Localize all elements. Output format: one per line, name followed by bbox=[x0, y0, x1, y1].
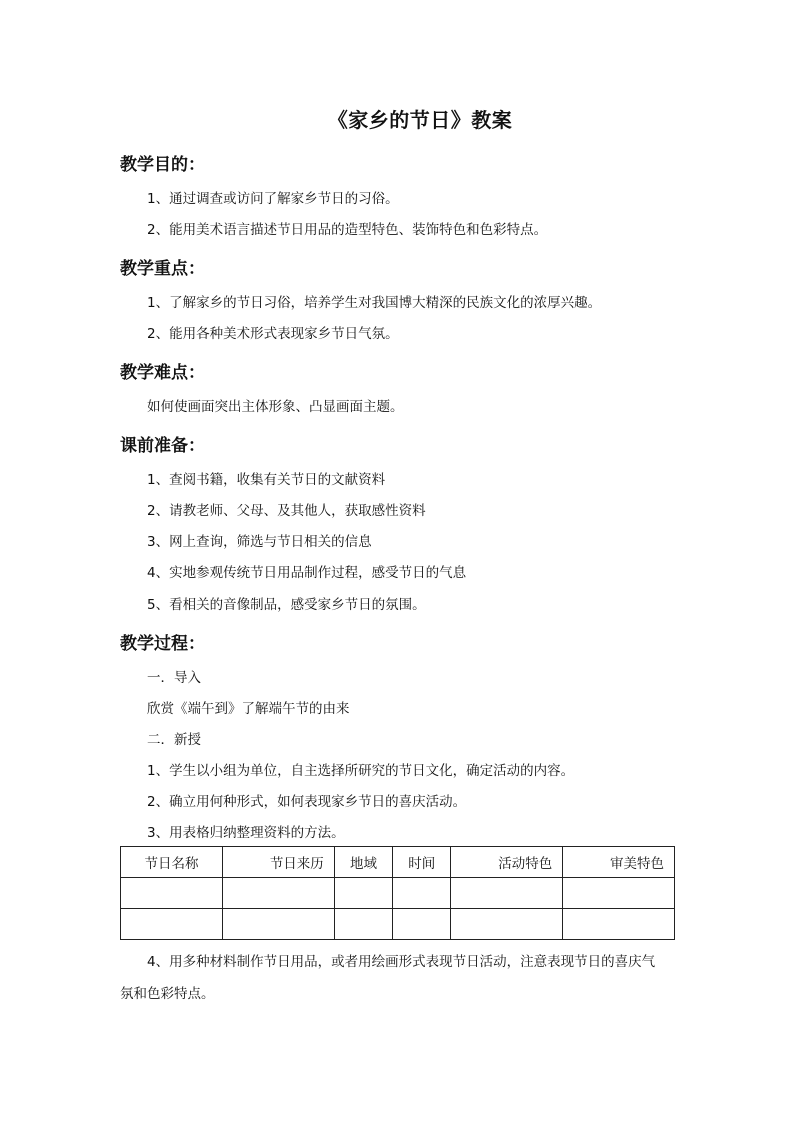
process-item-5: 2、确立用何种形式，如何表现家乡节日的喜庆活动。 bbox=[147, 794, 467, 810]
table-cell bbox=[451, 878, 563, 909]
preparation-item-5: 5、看相关的音像制品，感受家乡节日的氛围。 bbox=[147, 597, 426, 613]
process-item-4: 1、学生以小组为单位，自主选择所研究的节日文化，确定活动的内容。 bbox=[147, 763, 575, 779]
key-point-item-1: 1、了解家乡的节日习俗，培养学生对我国博大精深的民族文化的浓厚兴趣。 bbox=[147, 295, 602, 311]
heading-key-points: 教学重点： bbox=[120, 259, 205, 279]
process-item-2: 欣赏《端午到》了解端午节的由来 bbox=[147, 701, 350, 717]
process-item-3: 二．新授 bbox=[147, 732, 201, 748]
table-row bbox=[121, 878, 675, 909]
preparation-item-3: 3、网上查询，筛选与节日相关的信息 bbox=[147, 534, 372, 550]
table-header-aesthetic-features: 审美特色 bbox=[563, 847, 675, 878]
table-header-time: 时间 bbox=[393, 847, 451, 878]
table-header-row bbox=[121, 847, 675, 878]
table-header-festival-origin: 节日来历 bbox=[223, 847, 335, 878]
table-cell bbox=[393, 878, 451, 909]
table-cell bbox=[393, 909, 451, 940]
goal-item-1: 1、通过调查或访问了解家乡节日的习俗。 bbox=[147, 191, 399, 207]
heading-goals: 教学目的： bbox=[120, 155, 205, 175]
table-header-activity-features: 活动特色 bbox=[451, 847, 563, 878]
heading-preparation: 课前准备： bbox=[120, 436, 205, 456]
process-item-7-line-1: 4、用多种材料制作节日用品，或者用绘画形式表现节日活动，注意表现节日的喜庆气 bbox=[147, 954, 656, 970]
table-cell bbox=[223, 909, 335, 940]
difficulty-item-1: 如何使画面突出主体形象、凸显画面主题。 bbox=[147, 399, 404, 415]
table-cell bbox=[451, 909, 563, 940]
page-title: 《家乡的节日》教案 bbox=[327, 108, 513, 132]
table-cell bbox=[223, 878, 335, 909]
goal-item-2: 2、能用美术语言描述节日用品的造型特色、装饰特色和色彩特点。 bbox=[147, 222, 548, 238]
heading-process: 教学过程： bbox=[120, 634, 205, 654]
table-cell bbox=[121, 909, 223, 940]
festival-research-table bbox=[120, 846, 675, 940]
key-point-item-2: 2、能用各种美术形式表现家乡节日气氛。 bbox=[147, 326, 399, 342]
process-item-6: 3、用表格归纳整理资料的方法。 bbox=[147, 825, 345, 841]
preparation-item-1: 1、查阅书籍，收集有关节日的文献资料 bbox=[147, 472, 386, 488]
table-cell bbox=[334, 909, 392, 940]
table-header-region: 地域 bbox=[334, 847, 392, 878]
process-item-1: 一．导入 bbox=[147, 670, 201, 686]
preparation-item-4: 4、实地参观传统节日用品制作过程，感受节日的气息 bbox=[147, 565, 467, 581]
table-cell bbox=[121, 878, 223, 909]
table-cell bbox=[563, 878, 675, 909]
heading-difficulties: 教学难点： bbox=[120, 363, 205, 383]
table-header-festival-name: 节日名称 bbox=[121, 847, 223, 878]
process-item-7-line-2: 氛和色彩特点。 bbox=[120, 986, 215, 1002]
preparation-item-2: 2、请教老师、父母、及其他人，获取感性资料 bbox=[147, 503, 426, 519]
table-cell bbox=[563, 909, 675, 940]
table-row bbox=[121, 909, 675, 940]
table-cell bbox=[334, 878, 392, 909]
